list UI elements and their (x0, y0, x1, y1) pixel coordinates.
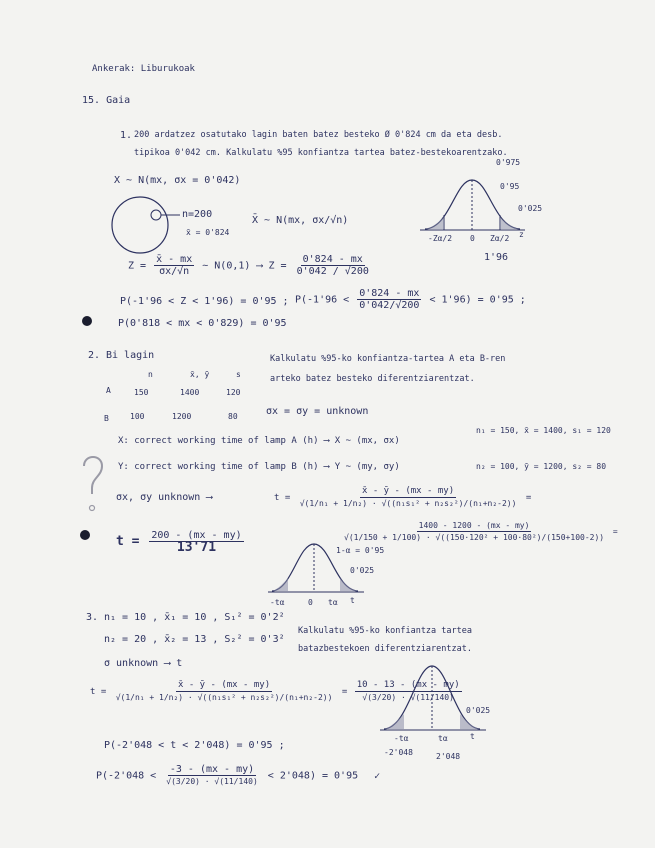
ex1-sampling-distribution: X̄ ~ N(mx, σx/√n) (252, 215, 349, 226)
ex3-curve-right: tα (438, 734, 448, 743)
ex2-curve-axis-t: t (350, 596, 355, 605)
ex2-y-info: n₂ = 100, ȳ = 1200, s₂ = 80 (476, 462, 607, 471)
ex2-final-numerator: 200 - (mx - my) (151, 530, 242, 541)
ex1-curve-right-tick: Zα/2 (490, 234, 510, 243)
ex1-curve-left-tick: -Zα/2 (428, 234, 453, 243)
ex2-x-info: n₁ = 150, x̄ = 1400, s₁ = 120 (476, 426, 611, 435)
ex1-z-numerator: x̄ - mx (156, 254, 193, 265)
ex3-prob2 (96, 764, 380, 787)
ex1-distribution: X ~ N(mx, σx = 0'042) (114, 175, 241, 186)
ex3-t-formula: t = $\frac{x̄ - ȳ - (mx - my)}{\text{√(1/n₁ + 1/n₂) · √((n₁s₁² + n₂s₂²)/(n₁+n₂-2))}}$ = $\frac{10 - 13 - (mx - my)}{√(3/20) \cdot √(11/140)}$ (90, 680, 460, 702)
ex1-result: P(0'818 < mx < 0'829) = 0'95 (118, 318, 287, 329)
ex3-t2-numerator: 10 - 13 - (mx - my) (356, 680, 460, 690)
ex2-t-numerator: x̄ - ȳ - (mx - my) (362, 486, 455, 496)
ex1-normal-curve (420, 170, 530, 240)
ex3-t-denominator: √(1/n₁ + 1/n₂) · √((n₁s₁² + n₂s₂²)/(n₁+n₂-2)) (115, 693, 333, 702)
ex3-line2: n₂ = 20 , x̄₂ = 13 , S₂² = 0'3² (104, 634, 285, 645)
ex1-number: 1. (120, 130, 133, 141)
ex1-sample-mean: x̄ = 0'824 (186, 228, 230, 237)
ex2-t-equals: = (525, 493, 532, 503)
ex2-row-a-n: 150 (134, 388, 149, 397)
ex2-statement-line2: arteko batez besteko diferentziarentzat. (270, 374, 475, 384)
ex2-col-mean: x̄, ȳ (190, 370, 210, 379)
ex2-t2-tail: = (612, 527, 618, 536)
ex3-sigma: σ unknown ⟶ t (104, 658, 183, 669)
ex2-unknown-line: σx, σy unknown ⟶ (116, 492, 213, 503)
ex2-curve-tail: 0'025 (350, 566, 375, 575)
ex1-prob2-b: < 1'96) = 0'95 ; (429, 294, 526, 306)
ex2-row-a-mean: 1400 (180, 388, 200, 397)
ex3-curve-left-value: -2'048 (384, 748, 413, 757)
ex3-prob2-b: < 2'048) = 0'95 (267, 770, 359, 782)
ex1-z-denominator: σx/√n (159, 266, 190, 277)
ex1-z-formula (128, 254, 373, 277)
ex3-t-label: t = (90, 687, 107, 697)
ex1-statement-line1: 200 ardatzez osatutako lagin baten batez besteko Ø 0'824 cm da eta desb. (134, 130, 503, 140)
ex1-z2-numerator: 0'824 - mx (302, 254, 363, 265)
bullet-dot (80, 530, 90, 540)
ex1-curve-axis-z: z (519, 230, 524, 239)
ex1-z2-denominator: 0'042 / √200 (296, 266, 369, 277)
ex3-prob2-a: P(-2'048 < (96, 770, 157, 782)
ex2-y-definition: Y: correct working time of lamp B (h) ⟶ Y ~ (my, σy) (118, 462, 400, 472)
ex1-z-dist: ~ N(0,1) (202, 260, 251, 272)
ex1-arrow: ⟶ (256, 260, 263, 272)
ex1-prob2-a: P(-1'96 < (295, 294, 350, 306)
ex3-t2-denominator: √(3/20) · √(11/140) (362, 693, 454, 702)
ex1-prob2 (295, 288, 526, 311)
ex2-row-b-label: B (104, 414, 109, 423)
ex3-prob2-numerator: -3 - (mx - my) (169, 764, 255, 775)
ex1-prob2-denominator: 0'042/√200 (359, 300, 420, 311)
ex3-statement-line2: batazbestekoen diferentziarentzat. (298, 644, 472, 654)
ex1-z2-label: Z = (268, 260, 287, 272)
ex2-t-denominator: √(1/n₁ + 1/n₂) · √((n₁s₁² + n₂s₂²)/(n₁+n₂-2)) (299, 499, 517, 508)
ex1-curve-label-top: 0'975 (496, 158, 521, 167)
ex2-t-formula (274, 486, 531, 509)
ex3-t-curve (380, 660, 490, 740)
population-circle (110, 195, 170, 255)
ex2-final-label: t = (116, 534, 140, 549)
check-mark: ✓ (374, 770, 381, 782)
ex3-curve-tail: 0'025 (466, 706, 491, 715)
ex1-curve-label-right: 0'025 (518, 204, 543, 213)
ex3-line1: n₁ = 10 , x̄₁ = 10 , S₁² = 0'2² (104, 612, 285, 623)
ex2-curve-right: tα (328, 598, 338, 607)
ex2-col-n: n (148, 370, 153, 379)
ex1-prob1: P(-1'96 < Z < 1'96) = 0'95 ; (120, 296, 289, 307)
ex3-t-numerator: x̄ - ȳ - (mx - my) (178, 680, 271, 690)
ex3-prob2-denominator: √(3/20) · √(11/140) (166, 777, 258, 786)
ex3-curve-right-value: 2'048 (436, 752, 461, 761)
ex3-statement-line1: Kalkulatu %95-ko konfiantza tartea (298, 626, 472, 636)
ex2-curve-zero: 0 (308, 598, 313, 607)
ex2-sigma-unknown: σx = σy = unknown (266, 406, 369, 417)
ex2-title: Bi lagin (106, 350, 155, 361)
section-title: 15. Gaia (82, 95, 131, 106)
ex3-curve-left: -tα (394, 734, 409, 743)
ex1-prob2-numerator: 0'824 - mx (359, 288, 420, 299)
ex2-t2-formula (340, 520, 618, 543)
ex1-curve-zero: 0 (470, 234, 475, 243)
ex2-row-b-n: 100 (130, 412, 145, 421)
ex2-row-b-mean: 1200 (172, 412, 192, 421)
page-header-title: Ankerak: Liburukoak (92, 64, 195, 74)
ex1-z-label: Z = (128, 260, 147, 272)
ex3-prob1: P(-2'048 < t < 2'048) = 0'95 ; (104, 740, 285, 751)
question-mark-doodle (80, 452, 106, 522)
ex1-curve-label-mid: 0'95 (500, 182, 520, 191)
ex2-curve-conf: 1-α = 0'95 (336, 546, 385, 555)
ex3-number: 3. (86, 612, 99, 623)
ex2-row-a-s: 120 (226, 388, 241, 397)
ex2-col-s: s (236, 370, 241, 379)
ex2-row-a-label: A (106, 386, 111, 395)
ex2-final-formula (116, 530, 246, 553)
ex2-row-b-s: 80 (228, 412, 238, 421)
ex2-final-denominator: 13'71 (176, 540, 217, 555)
ex3-curve-axis-t: t (470, 732, 475, 741)
bullet-dot (82, 316, 92, 326)
ex2-t-label: t = (274, 493, 291, 503)
ex2-curve-left: -tα (270, 598, 285, 607)
ex1-statement-line2: tipikoa 0'042 cm. Kalkulatu %95 konfiantza tartea batez-bestekoarentzako. (134, 148, 508, 158)
ex2-statement-line1: Kalkulatu %95-ko konfiantza-tartea A eta B-ren (270, 354, 506, 364)
ex2-x-definition: X: correct working time of lamp A (h) ⟶ X ~ (mx, σx) (118, 436, 400, 446)
ex2-t2-denominator: √(1/150 + 1/100) · √((150·120² + 100·80²)/(150+100-2)) (344, 533, 605, 542)
ex1-sample-size: n=200 (182, 209, 213, 220)
ex2-number: 2. (88, 350, 101, 361)
ex1-critical-value: 1'96 (484, 252, 509, 263)
ex2-t2-numerator: 1400 - 1200 - (mx - my) (418, 521, 530, 530)
